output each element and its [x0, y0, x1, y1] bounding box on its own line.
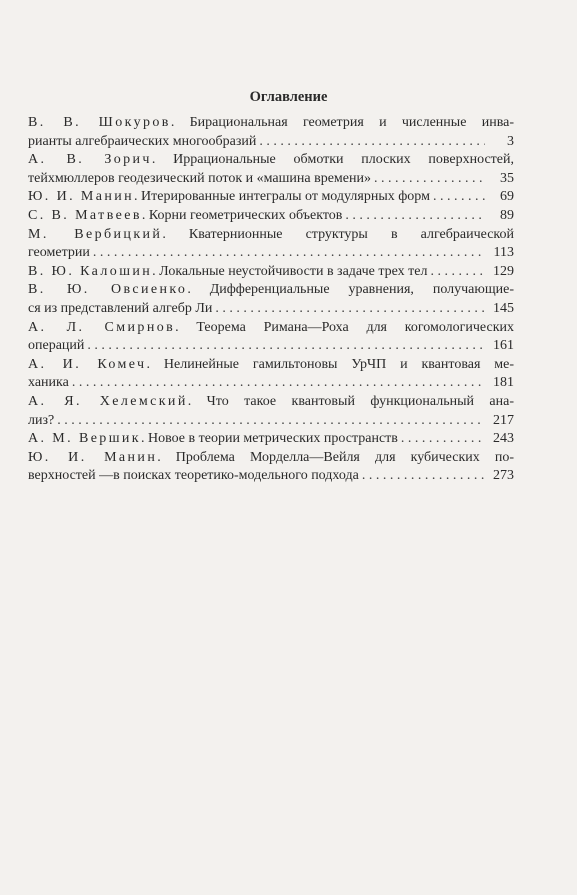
dot-leader [57, 412, 485, 431]
entry-title-part: . Корни геометрических объектов [141, 207, 343, 223]
page-number: 129 [493, 263, 514, 279]
entry-last-line [28, 170, 514, 189]
entry-last-line [28, 430, 514, 449]
entry-author: А. И. Комеч [28, 356, 147, 372]
entry-title-line [28, 188, 430, 207]
entry-last-line [28, 244, 514, 263]
entry-last-line [28, 467, 514, 486]
entry-author: М. Вербицкий [28, 226, 163, 242]
table-of-contents [28, 114, 514, 486]
entry-last-line [28, 374, 514, 393]
entry-author: А. М. Вершик [28, 431, 141, 447]
entry-author: В. Ю. Овсиенко [28, 282, 188, 298]
entry-title-line [28, 430, 398, 449]
toc-entry [28, 188, 514, 207]
entry-title-part: ся из представлений алгебр Ли [28, 300, 213, 316]
entry-title-part: . Кватернионные структуры в алгебраической [162, 226, 514, 242]
entry-title-part: . Локальные неустойчивости в задаче трех тел [152, 263, 428, 279]
dot-leader [433, 188, 485, 207]
entry-first-line [28, 356, 514, 375]
toc-title: Оглавление [249, 89, 328, 105]
dot-leader [93, 244, 485, 263]
entry-author: С. В. Матвеев [28, 207, 142, 223]
entry-title-part: тейхмюллеров геодезический поток и «машина времени» [28, 170, 371, 186]
entry-author: Ю. И. Манин [28, 189, 135, 205]
entry-last-line [28, 337, 514, 356]
page-number: 145 [493, 300, 514, 316]
entry-title-part: . Теорема Римана—Роха для когомологических [175, 319, 514, 335]
entry-title-part: операций [28, 338, 85, 354]
entry-last-line [28, 412, 514, 431]
entry-title-part: . Дифференциальные уравнения, получающие- [187, 282, 514, 298]
toc-entry [28, 449, 514, 486]
entry-author: А. Я. Хелемский [28, 393, 188, 409]
toc-entry [28, 263, 514, 282]
toc-entry [28, 281, 514, 318]
entry-title-part: . Бирациональная геометрия и численные инва- [170, 115, 514, 130]
entry-title-part: . Новое в теории метрических пространств [141, 431, 398, 447]
toc-entry [28, 319, 514, 356]
entry-first-line [28, 114, 514, 133]
entry-first-line [28, 319, 514, 338]
dot-leader [401, 430, 485, 449]
page-number: 89 [500, 207, 514, 223]
entry-first-line [28, 393, 514, 412]
entry-last-line [28, 300, 514, 319]
toc-entry [28, 430, 514, 449]
entry-last-line [28, 263, 514, 282]
entry-title-part: . Нелинейные гамильтоновы УрЧП и квантовая ме- [146, 356, 515, 372]
entry-first-line [28, 151, 514, 170]
entry-title-part: геометрии [28, 245, 90, 261]
toc-entry [28, 151, 514, 188]
entry-title-part: . Иррациональные обмотки плоских поверхностей, [151, 152, 514, 168]
page-number: 243 [493, 431, 514, 447]
entry-title-part: рианты алгебраических многообразий [28, 133, 257, 149]
entry-title-part: . Проблема Морделла—Вейля для кубических по- [157, 449, 514, 465]
page-number: 69 [500, 189, 514, 205]
entry-title-part: ханика [28, 375, 69, 391]
entry-last-line [28, 188, 514, 207]
entry-title-part: лиз? [28, 412, 55, 428]
dot-leader [87, 337, 485, 356]
page-number: 161 [493, 338, 514, 354]
entry-title-line [28, 263, 427, 282]
entry-first-line [28, 226, 514, 245]
entry-title-line [28, 207, 342, 226]
dot-leader [345, 207, 485, 226]
dot-leader [259, 133, 485, 152]
toc-entry [28, 114, 514, 151]
entry-last-line [28, 133, 514, 152]
entry-author: В. Ю. Калошин [28, 263, 153, 279]
dot-leader [362, 467, 485, 486]
dot-leader [374, 170, 485, 189]
toc-entry [28, 356, 514, 393]
page-number: 3 [507, 133, 514, 149]
page-number: 113 [493, 245, 514, 261]
entry-author: А. Л. Смирнов [28, 319, 176, 335]
dot-leader [215, 300, 485, 319]
toc-entry [28, 226, 514, 263]
entry-author: В. В. Шокуров [28, 115, 171, 130]
entry-title-part: верхностей —в поисках теоретико-модельного подхода [28, 468, 359, 484]
entry-author: Ю. И. Манин [28, 449, 158, 465]
page-number: 217 [493, 412, 514, 428]
toc-entry [28, 207, 514, 226]
dot-leader [72, 374, 485, 393]
entry-author: А. В. Зорич [28, 152, 152, 168]
entry-title-part: . Что такое квантовый функциональный ана- [187, 393, 514, 409]
entry-title-part: . Итерированные интегралы от модулярных форм [134, 189, 430, 205]
entry-first-line [28, 449, 514, 468]
entry-first-line [28, 281, 514, 300]
dot-leader [430, 263, 485, 282]
toc-entry [28, 393, 514, 430]
page-number: 273 [493, 468, 514, 484]
page-number: 181 [493, 375, 514, 391]
page-number: 35 [500, 170, 514, 186]
entry-last-line [28, 207, 514, 226]
